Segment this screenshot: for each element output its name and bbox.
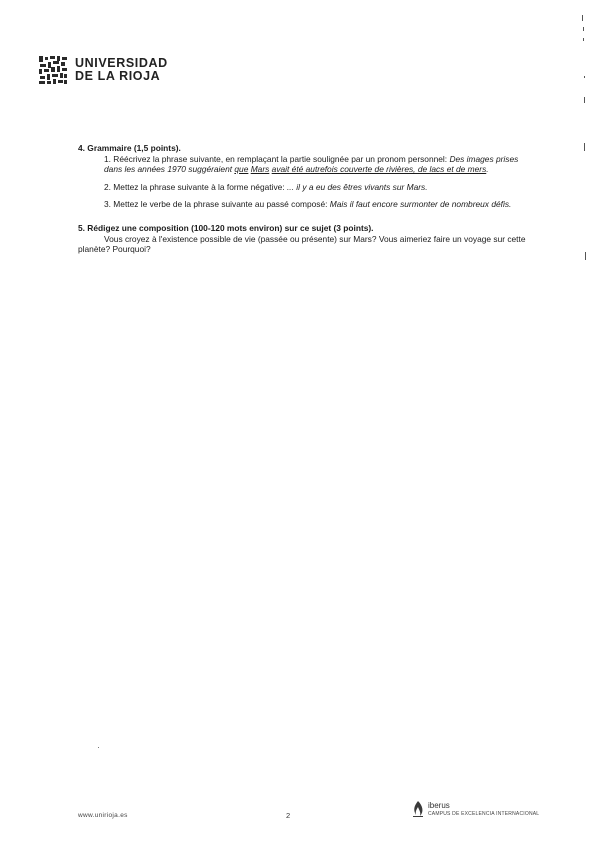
question-5-heading: 5. Rédigez une composition (100-120 mots environ) sur ce sujet (3 points). bbox=[78, 222, 374, 233]
scan-mark bbox=[584, 76, 585, 78]
scan-mark bbox=[583, 27, 584, 31]
question-4-item-2 bbox=[104, 182, 530, 193]
exam-content bbox=[78, 143, 530, 255]
university-name-line2: DE LA RIOJA bbox=[75, 69, 161, 83]
scan-mark bbox=[584, 97, 585, 103]
question-4-item-1 bbox=[104, 154, 530, 175]
question-4-item-3 bbox=[104, 199, 530, 210]
item-1-underlined-clause: avait été autrefois couverte de rivières, de lacs et de mers bbox=[271, 164, 487, 175]
iberus-subtitle: CAMPUS DE EXCELENCIA INTERNACIONAL bbox=[428, 811, 540, 817]
footer-website: www.unirioja.es bbox=[78, 812, 128, 819]
scan-mark bbox=[582, 15, 583, 21]
university-logo bbox=[38, 55, 168, 85]
scan-mark bbox=[583, 38, 584, 41]
item-3-sentence: Mais il faut encore surmonter de nombreux défis. bbox=[329, 199, 512, 210]
university-name-line1: UNIVERSIDAD bbox=[75, 56, 168, 70]
question-5 bbox=[78, 223, 530, 255]
item-1-underlined-que: que bbox=[234, 164, 249, 175]
item-1-sentence-part1: Des images prises dans les années 1970 suggéraient bbox=[104, 153, 519, 175]
item-1-period: . bbox=[486, 164, 489, 175]
university-seal-icon bbox=[38, 55, 68, 85]
university-name bbox=[75, 57, 168, 83]
question-5-prompt: Vous croyez à l'existence possible de vie (passée ou présente) sur Mars? Vous aimeriez faire un voyage sur cette planète? Pourquoi? bbox=[78, 233, 526, 255]
scan-mark bbox=[585, 252, 586, 260]
iberus-logo bbox=[411, 800, 539, 818]
scan-dot bbox=[98, 747, 99, 748]
scan-mark bbox=[584, 143, 585, 151]
item-1-underlined-mars: Mars bbox=[250, 164, 270, 175]
question-4-heading: 4. Grammaire (1,5 points). bbox=[78, 143, 181, 153]
item-2-instruction: 2. Mettez la phrase suivante à la forme négative: bbox=[104, 181, 287, 192]
item-3-instruction: 3. Mettez le verbe de la phrase suivante au passé composé: bbox=[104, 199, 330, 210]
page-number: 2 bbox=[286, 811, 291, 820]
item-2-sentence: ... il y a eu des êtres vivants sur Mars. bbox=[286, 181, 428, 192]
item-1-instruction: 1. Réécrivez la phrase suivante, en remplaçant la partie soulignée par un pronom personnel: bbox=[104, 153, 450, 164]
iberus-name: iberus bbox=[428, 801, 450, 810]
iberus-flame-icon bbox=[411, 800, 425, 818]
